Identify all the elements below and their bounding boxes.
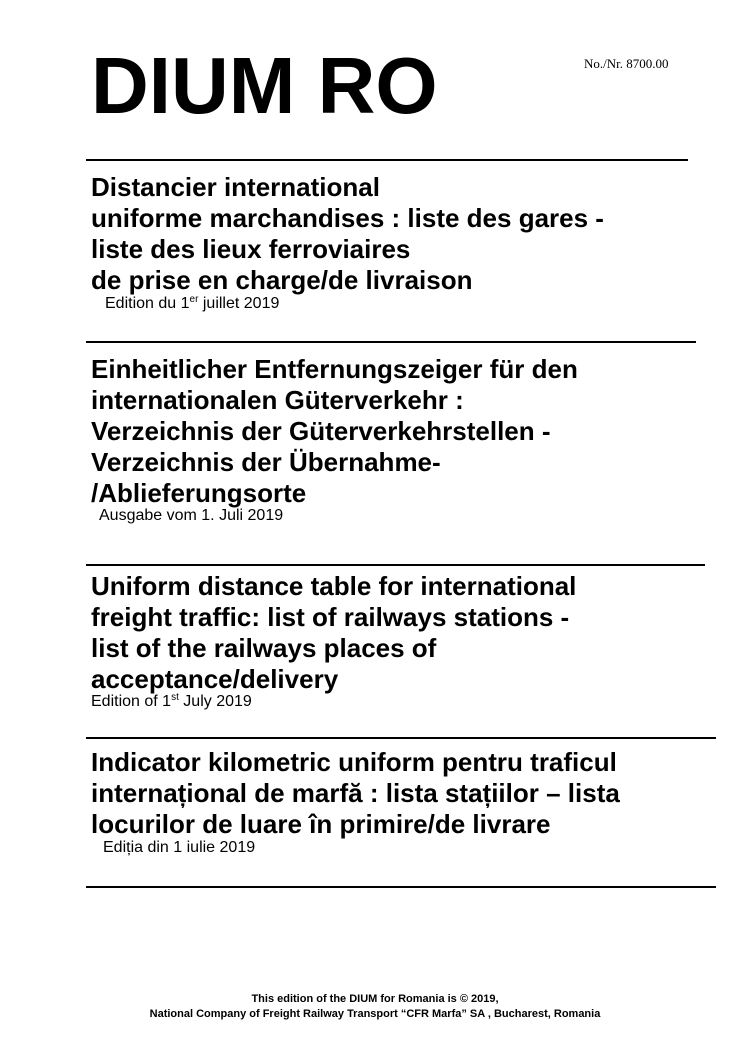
document-number: No./Nr. 8700.00 — [584, 56, 669, 71]
publisher-line: National Company of Freight Railway Transport “CFR Marfa” SA , Bucharest, Romania — [149, 1008, 601, 1020]
title-line: Verzeichnis der Güterverkehrstellen - — [91, 416, 551, 446]
title-line: internationalen Güterverkehr : — [91, 385, 464, 415]
edition-text: July 2019 — [178, 693, 252, 710]
title-line: acceptance/delivery — [91, 664, 339, 694]
divider-rule — [86, 737, 716, 739]
title-line: freight traffic: list of railways stations - — [91, 602, 570, 632]
edition-text: Edition of 1 — [91, 693, 172, 710]
french-title — [91, 172, 721, 296]
copyright-footer — [0, 992, 750, 1022]
title-line: Indicator kilometric uniform pentru traficul — [91, 747, 617, 777]
title-block-german — [91, 354, 721, 529]
title-line: internațional de marfă : lista stațiilor – lista — [91, 778, 620, 808]
edition-date-romanian — [103, 838, 733, 858]
document-title: DIUM RO — [91, 41, 438, 130]
title-line: Verzeichnis der Übernahme- — [91, 447, 441, 477]
edition-date-english — [91, 692, 721, 712]
edition-date-french — [105, 294, 735, 314]
edition-text: juillet 2019 — [198, 295, 280, 312]
title-block-french — [91, 172, 721, 316]
divider-rule — [86, 564, 705, 566]
divider-rule — [86, 341, 696, 343]
german-title — [91, 354, 721, 509]
title-line: list of the railways places of — [91, 633, 437, 663]
romanian-title — [91, 747, 721, 840]
ordinal-suffix: er — [189, 294, 199, 305]
title-line: /Ablieferungsorte — [91, 478, 307, 508]
title-block-romanian — [91, 747, 721, 860]
copyright-line: This edition of the DIUM for Romania is © 2019, — [251, 993, 499, 1005]
title-line: Einheitlicher Entfernungszeiger für den — [91, 354, 578, 384]
edition-text: Edition du 1 — [105, 295, 190, 312]
divider-rule — [86, 886, 716, 888]
edition-date-german — [99, 506, 729, 526]
divider-rule — [86, 159, 688, 161]
title-line: Uniform distance table for international — [91, 571, 577, 601]
title-block-english — [91, 571, 721, 715]
edition-text: Ausgabe vom 1. Juli 2019 — [99, 507, 284, 524]
title-line: liste des lieux ferroviaires — [91, 234, 411, 264]
title-line: de prise en charge/de livraison — [91, 265, 473, 295]
edition-text: Ediția din 1 iulie 2019 — [103, 839, 256, 856]
title-line: uniforme marchandises : liste des gares - — [91, 203, 604, 233]
title-line: locurilor de luare în primire/de livrare — [91, 809, 551, 839]
title-line: Distancier international — [91, 172, 380, 202]
english-title — [91, 571, 721, 695]
ordinal-suffix: st — [171, 692, 179, 703]
